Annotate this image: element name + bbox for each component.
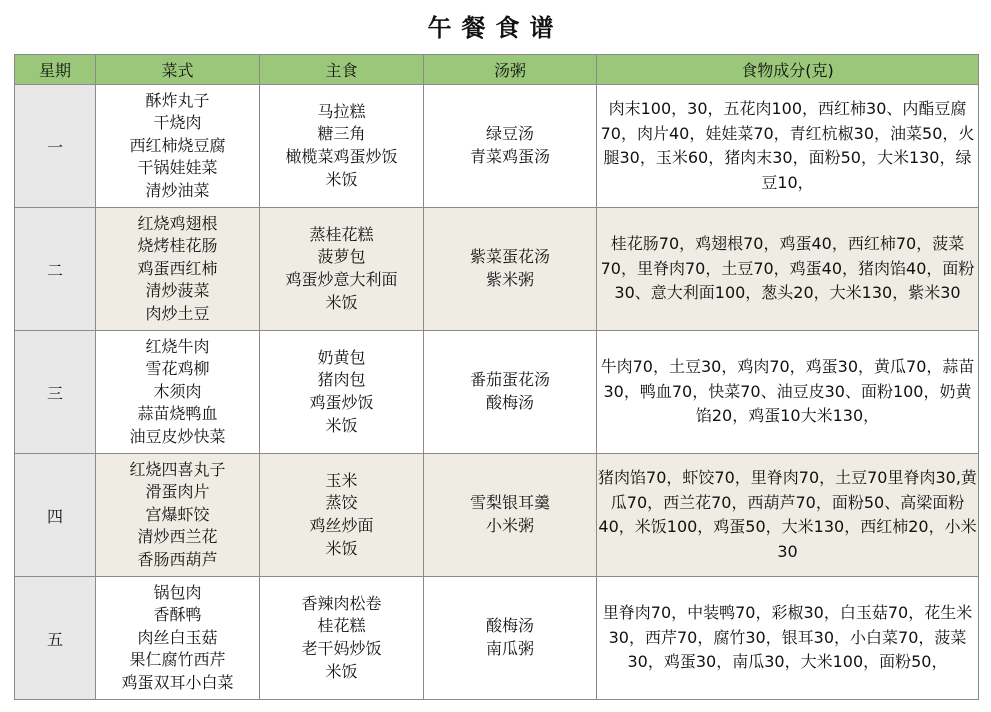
- soups-cell: [424, 577, 597, 700]
- staple-item: 蒸饺: [325, 493, 358, 513]
- soups-cell-list: [424, 492, 596, 537]
- staple-item: 鸡蛋炒饭: [309, 393, 374, 412]
- table-body: [15, 85, 979, 700]
- staples-cell: [260, 577, 424, 700]
- dish-item: 酥炸丸子: [145, 90, 210, 110]
- header-staples: 主食: [260, 55, 424, 85]
- lunch-menu-table: [14, 54, 979, 700]
- soup-item: 南瓜粥: [485, 639, 534, 658]
- soups-cell-list: [424, 123, 596, 168]
- soup-item: 番茄蛋花汤: [469, 370, 550, 390]
- dishes-cell: [96, 208, 260, 331]
- header-row: [15, 55, 979, 85]
- staple-item: 米饭: [325, 538, 358, 558]
- staples-cell: [260, 208, 424, 331]
- ingredients-cell: 肉末100，30，五花肉100，西红柿30、内酯豆腐70，肉片40，娃娃菜70，青红杭椒30，油菜50，火腿30，玉米60，猪肉末30，面粉50，大米130，绿豆10，: [597, 85, 979, 208]
- dishes-cell: [96, 577, 260, 700]
- staple-item: 米饭: [325, 292, 358, 312]
- dish-item: 宫爆虾饺: [145, 504, 210, 524]
- staples-cell-list: [260, 470, 423, 560]
- table-row: [15, 85, 979, 208]
- dish-item: 干锅娃娃菜: [137, 158, 218, 178]
- dish-item: 烧烤桂花肠: [137, 236, 218, 256]
- dish-item: 滑蛋肉片: [145, 482, 210, 502]
- soup-item: 紫米粥: [485, 270, 534, 289]
- dishes-cell: [96, 85, 260, 208]
- table-row: [15, 331, 979, 454]
- soups-cell-list: [424, 246, 596, 291]
- dish-item: 香肠西葫芦: [137, 549, 218, 569]
- staples-cell-list: [260, 347, 423, 437]
- dish-item: 香酥鸭: [153, 605, 202, 625]
- staple-item: 蒸桂花糕: [309, 224, 374, 244]
- dishes-cell-list: [96, 459, 259, 572]
- ingredients-cell: 里脊肉70，中装鸭70，彩椒30，白玉菇70，花生米30，西芹70，腐竹30，银耳30，小白菜70，菠菜30，鸡蛋30，南瓜30，大米100，面粉50，: [597, 577, 979, 700]
- table-header: [15, 55, 979, 85]
- staple-item: 橄榄菜鸡蛋炒饭: [285, 147, 398, 166]
- soup-item: 酸梅汤: [485, 616, 534, 636]
- table-row: [15, 208, 979, 331]
- staple-item: 桂花糕: [317, 616, 366, 636]
- soups-cell: [424, 454, 597, 577]
- dish-item: 锅包肉: [153, 582, 202, 602]
- dish-item: 干烧肉: [153, 113, 202, 133]
- header-soups: 汤粥: [424, 55, 597, 85]
- dish-item: 西红柿烧豆腐: [129, 135, 226, 155]
- staple-item: 米饭: [325, 415, 358, 435]
- weekday-cell: 四: [15, 454, 96, 577]
- soups-cell: [424, 85, 597, 208]
- dish-item: 油豆皮炒快菜: [129, 426, 226, 446]
- staple-item: 猪肉包: [317, 370, 366, 390]
- staple-item: 奶黄包: [317, 347, 366, 367]
- staples-cell-list: [260, 593, 423, 683]
- staples-cell-list: [260, 101, 423, 191]
- soup-item: 雪梨银耳羹: [469, 493, 550, 513]
- staple-item: 鸡蛋炒意大利面: [285, 270, 398, 289]
- header-ingredients: 食物成分(克): [597, 55, 979, 85]
- dishes-cell-list: [96, 213, 259, 326]
- soup-item: 青菜鸡蛋汤: [469, 147, 550, 166]
- soups-cell-list: [424, 615, 596, 660]
- header-weekday: 星期: [15, 55, 96, 85]
- dish-item: 肉丝白玉菇: [137, 627, 218, 647]
- weekday-cell: 五: [15, 577, 96, 700]
- dish-item: 红烧牛肉: [145, 336, 210, 356]
- staples-cell-list: [260, 224, 423, 314]
- table-row: [15, 577, 979, 700]
- dish-item: 鸡蛋双耳小白菜: [121, 672, 234, 692]
- dish-item: 清炒油菜: [145, 180, 210, 200]
- staple-item: 米饭: [325, 169, 358, 189]
- dishes-cell-list: [96, 582, 259, 695]
- page-title: 午餐食谱: [427, 13, 564, 42]
- dish-item: 清炒菠菜: [145, 281, 210, 301]
- staple-item: 米饭: [325, 661, 358, 681]
- staple-item: 香辣肉松卷: [301, 593, 382, 613]
- soup-item: 小米粥: [485, 516, 534, 535]
- ingredients-cell: 猪肉馅70，虾饺70，里脊肉70，土豆70里脊肉30,黄瓜70，西兰花70，西葫芦70，面粉50、高梁面粉40，米饭100，鸡蛋50，大米130，西红柿20，小米30: [597, 454, 979, 577]
- staple-item: 菠萝包: [317, 247, 366, 267]
- soups-cell: [424, 208, 597, 331]
- staple-item: 老干妈炒饭: [301, 639, 382, 658]
- weekday-cell: 二: [15, 208, 96, 331]
- ingredients-cell: 牛肉70，土豆30，鸡肉70，鸡蛋30，黄瓜70，蒜苗30，鸭血70，快菜70、油豆皮30、面粉100，奶黄馅20，鸡蛋10大米130，: [597, 331, 979, 454]
- dish-item: 红烧鸡翅根: [137, 213, 218, 233]
- dish-item: 雪花鸡柳: [145, 359, 210, 379]
- staple-item: 糖三角: [317, 124, 366, 144]
- dishes-cell: [96, 331, 260, 454]
- staple-item: 马拉糕: [317, 101, 366, 121]
- dish-item: 木须肉: [153, 381, 202, 401]
- staples-cell: [260, 85, 424, 208]
- staple-item: 玉米: [325, 470, 358, 490]
- dish-item: 蒜苗烧鸭血: [137, 404, 218, 424]
- dishes-cell: [96, 454, 260, 577]
- staples-cell: [260, 331, 424, 454]
- ingredients-cell: 桂花肠70，鸡翅根70，鸡蛋40，西红柿70，菠菜70，里脊肉70，土豆70，鸡蛋40，猪肉馅40，面粉30、意大利面100，葱头20，大米130，紫米30: [597, 208, 979, 331]
- weekday-cell: 一: [15, 85, 96, 208]
- soup-item: 紫菜蛋花汤: [469, 247, 550, 267]
- weekday-cell: 三: [15, 331, 96, 454]
- staples-cell: [260, 454, 424, 577]
- soups-cell: [424, 331, 597, 454]
- dish-item: 清炒西兰花: [137, 527, 218, 547]
- dish-item: 果仁腐竹西芹: [129, 650, 226, 670]
- header-dishes: 菜式: [96, 55, 260, 85]
- dishes-cell-list: [96, 336, 259, 449]
- dish-item: 肉炒土豆: [145, 303, 210, 323]
- dishes-cell-list: [96, 90, 259, 203]
- table-row: [15, 454, 979, 577]
- dish-item: 鸡蛋西红柿: [137, 258, 218, 278]
- dish-item: 红烧四喜丸子: [129, 459, 226, 479]
- soup-item: 绿豆汤: [485, 124, 534, 144]
- soup-item: 酸梅汤: [485, 393, 534, 412]
- staple-item: 鸡丝炒面: [309, 516, 374, 535]
- soups-cell-list: [424, 369, 596, 414]
